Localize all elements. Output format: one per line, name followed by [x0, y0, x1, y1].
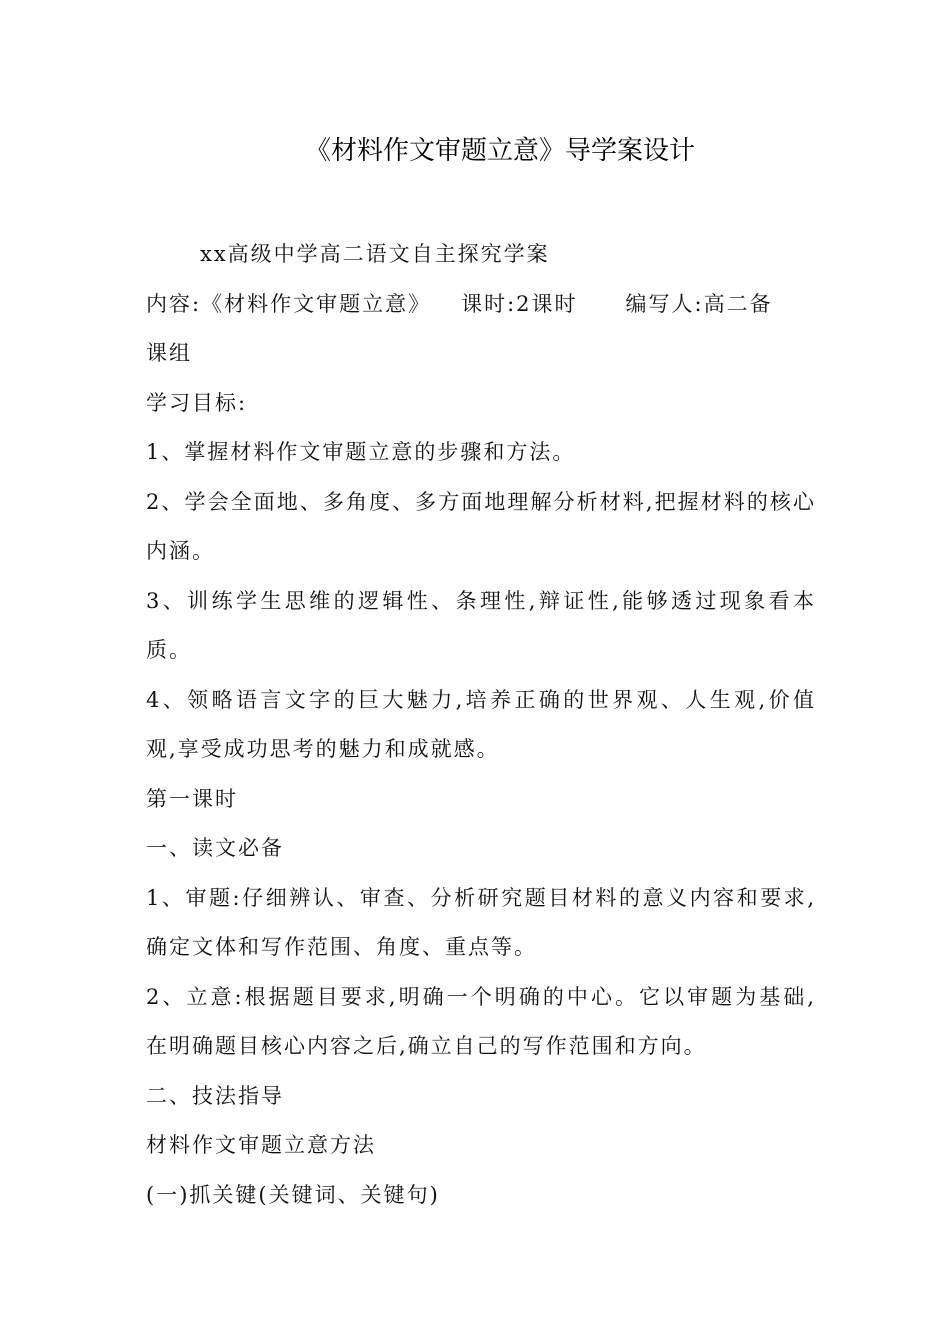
school-line: xx高级中学高二语文自主探究学案	[200, 242, 550, 266]
document-title: 《材料作文审题立意》导学案设计	[304, 136, 695, 166]
objective-2-line-1: 2、学会全面地、多角度、多方面地理解分析材料,把握材料的核心	[146, 489, 816, 514]
objective-2-line-2: 内涵。	[146, 539, 215, 563]
section-1-item-1-line-2: 确定文体和写作范围、角度、重点等。	[146, 935, 537, 959]
author-continuation: 课组	[146, 341, 192, 365]
section-2-heading: 二、技法指导	[146, 1083, 284, 1108]
lesson-1-heading: 第一课时	[146, 786, 238, 811]
method-subheading-1: (一)抓关键(关键词、关键句)	[146, 1182, 440, 1207]
document-body	[146, 230, 816, 1220]
objectives-heading: 学习目标:	[146, 390, 248, 415]
section-1-item-2-line-2: 在明确题目核心内容之后,确立自己的写作范围和方向。	[146, 1034, 707, 1058]
method-title: 材料作文审题立意方法	[146, 1133, 376, 1157]
objective-4-line-1: 4、领略语言文字的巨大魅力,培养正确的世界观、人生观,价值	[146, 687, 816, 712]
section-1-item-1-line-1: 1、审题:仔细辨认、审查、分析研究题目材料的意义内容和要求,	[146, 885, 816, 910]
hours-label: 课时:2课时	[461, 291, 578, 316]
section-1-heading: 一、读文必备	[146, 836, 284, 860]
objective-4-line-2: 观,享受成功思考的魅力和成就感。	[146, 737, 500, 761]
objective-1: 1、掌握材料作文审题立意的步骤和方法。	[146, 440, 576, 464]
meta-line	[146, 280, 816, 330]
objective-3-line-1: 3、训练学生思维的逻辑性、条理性,辩证性,能够透过现象看本	[146, 588, 816, 613]
content-label: 内容:《材料作文审题立意》	[146, 291, 432, 316]
author-label: 编写人:高二备	[625, 291, 773, 316]
section-1-item-2-line-1: 2、立意:根据题目要求,明确一个明确的中心。它以审题为基础,	[146, 984, 816, 1009]
objective-3-line-2: 质。	[146, 638, 192, 662]
